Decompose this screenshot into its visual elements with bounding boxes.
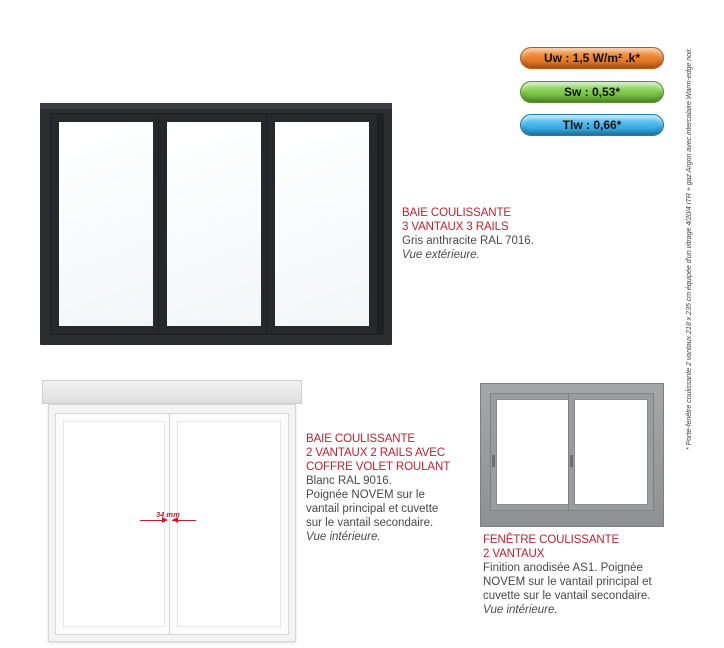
glass-pane (167, 122, 261, 326)
sash-left (490, 393, 576, 511)
dimension-arrowhead-left (162, 517, 168, 523)
product-caption-3 (483, 533, 673, 617)
product-title-line: FENÊTRE COULISSANTE (483, 534, 620, 546)
window-2-sash-anodised-image (480, 383, 664, 527)
product-title-line: COFFRE VOLET ROULANT (306, 461, 451, 473)
product-view-note: Vue intérieure. (483, 604, 558, 616)
frame-jamb (378, 113, 384, 335)
product-view-note: Vue extérieure. (402, 249, 480, 261)
product-description-line: cuvette sur le vantail secondaire. (483, 590, 651, 602)
product-description-line: vantail principal et cuvette (306, 503, 439, 515)
sash-left (55, 413, 173, 635)
glass-pane (496, 399, 570, 505)
glass-pane (275, 122, 369, 326)
sash-right (169, 413, 289, 635)
sash-right (266, 113, 378, 335)
glass-pane (574, 399, 648, 505)
window-3-rail-anthracite-image (40, 103, 392, 345)
glass-pane (177, 421, 281, 627)
product-description-line: sur le vantail secondaire. (306, 517, 434, 529)
product-caption-1 (402, 206, 534, 262)
handle-icon (492, 455, 495, 467)
product-view-note: Vue intérieure. (306, 531, 381, 543)
uw-rating-badge: Uw : 1,5 W/m² .k* (520, 47, 664, 69)
sash-left (50, 113, 162, 335)
product-description-line: Blanc RAL 9016. (306, 475, 392, 487)
glass-pane (63, 421, 165, 627)
product-title-line: 2 VANTAUX 2 RAILS AVEC (306, 447, 446, 459)
product-title-line: 3 VANTAUX 3 RAILS (402, 221, 509, 233)
glass-pane (59, 122, 153, 326)
product-title-line: BAIE COULISSANTE (402, 207, 511, 219)
tlw-rating-badge: Tlw : 0,66* (520, 114, 664, 136)
frame-top-rail (40, 103, 392, 109)
product-description-line: Gris anthracite RAL 7016. (402, 235, 534, 247)
sash-right (568, 393, 654, 511)
dimension-label: 34 mm (156, 510, 180, 519)
product-description-line: Finition anodisée AS1. Poignée (483, 562, 643, 574)
product-title-line: BAIE COULISSANTE (306, 433, 415, 445)
product-description-line: Poignée NOVEM sur le (306, 489, 425, 501)
window-frame (48, 404, 296, 642)
sw-rating-badge: Sw : 0,53* (520, 81, 664, 103)
roller-shutter-box (42, 380, 302, 404)
vertical-footnote: * Porte-fenêtre coulissante 2 vantaux 218 x 235 cm équipée d'un vitrage 4/20/4 ITR + gaz Argon avec intercalaire Warm-edge noir. (684, 47, 693, 450)
sash-middle (158, 113, 270, 335)
handle-icon (570, 455, 573, 467)
product-title-line: 2 VANTAUX (483, 548, 545, 560)
dimension-arrowhead-right (172, 517, 178, 523)
product-caption-2 (306, 432, 466, 544)
product-description-line: NOVEM sur le vantail principal et (483, 576, 652, 588)
